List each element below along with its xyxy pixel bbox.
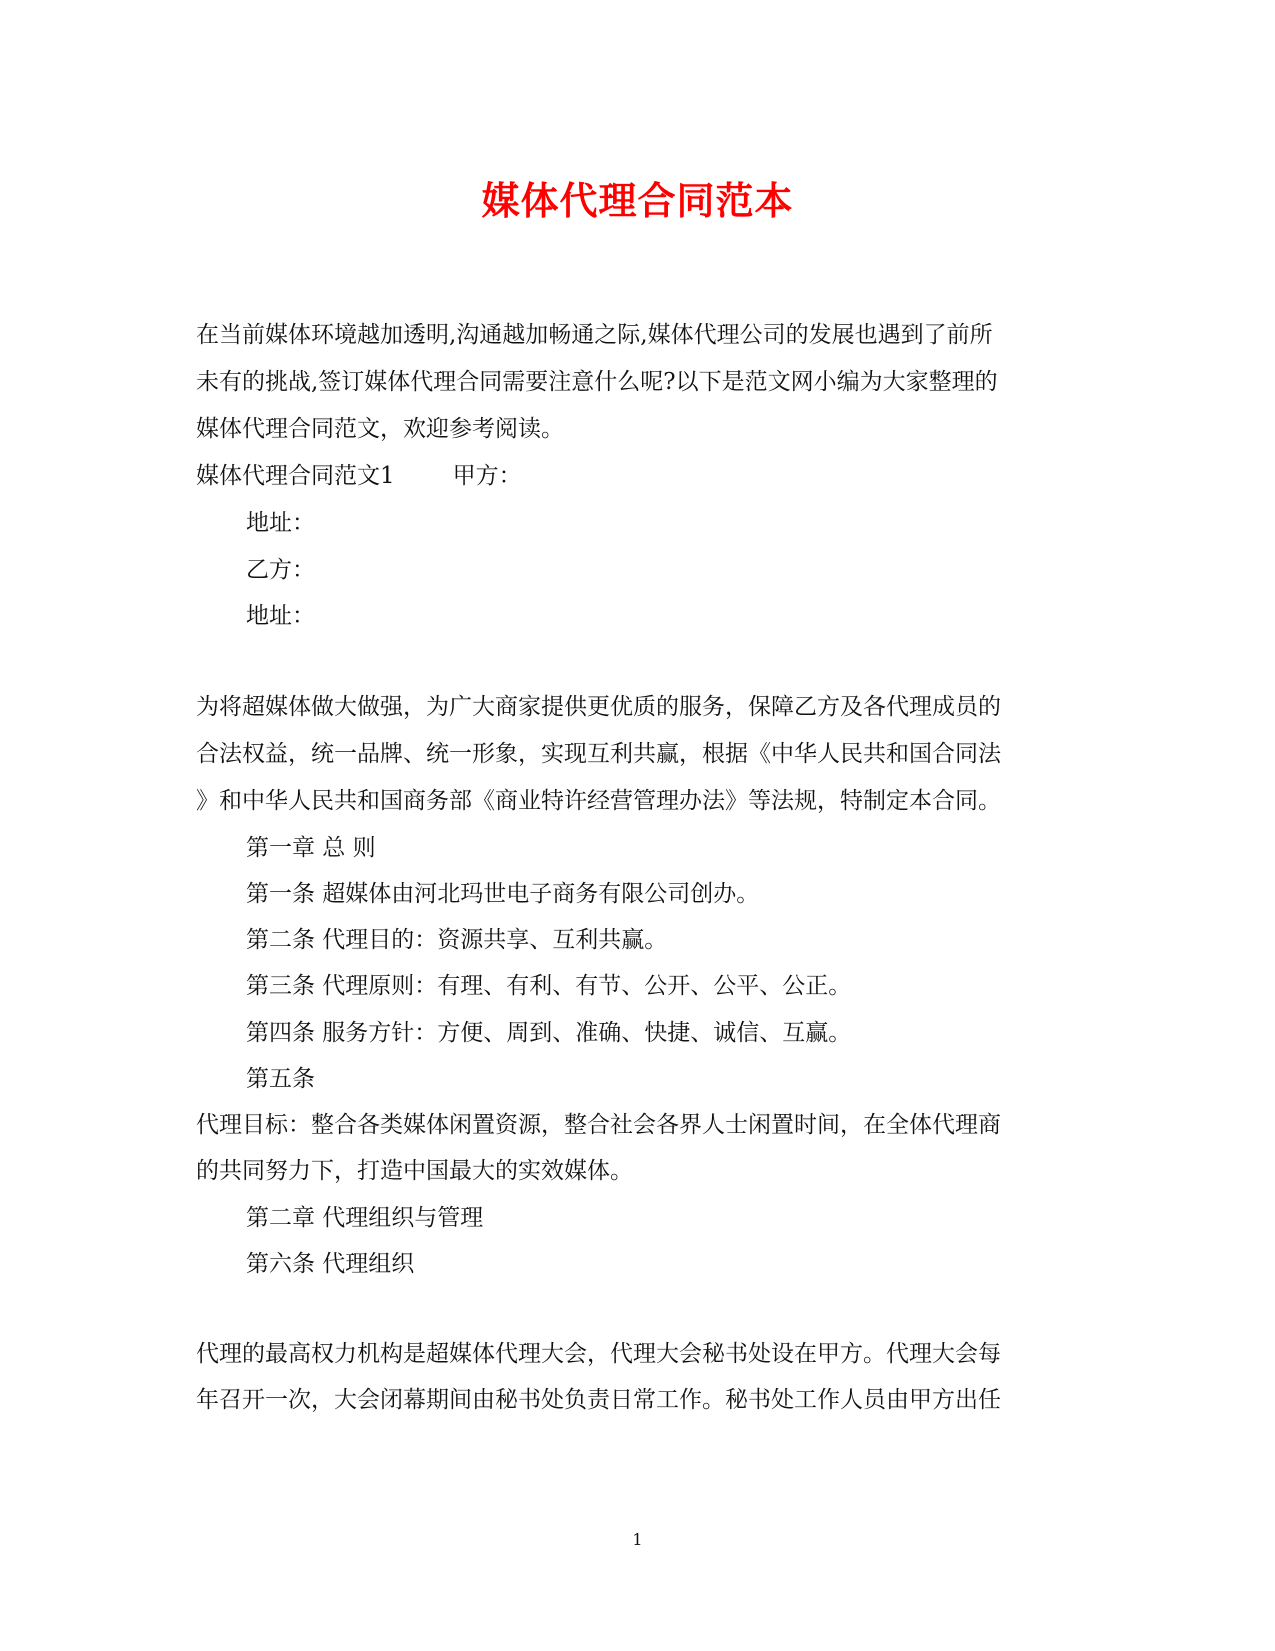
sample-heading: 媒体代理合同范文1 bbox=[196, 463, 395, 489]
chapter-2-heading: 第二章 代理组织与管理 bbox=[246, 1205, 484, 1231]
intro-line-1: 在当前媒体环境越加透明,沟通越加畅通之际,媒体代理公司的发展也遇到了前所 bbox=[196, 322, 993, 348]
preamble-line-3: 》和中华人民共和国商务部《商业特许经营管理办法》等法规，特制定本合同。 bbox=[196, 788, 1001, 814]
chapter-1-heading: 第一章 总 则 bbox=[246, 835, 376, 861]
article-2: 第二条 代理目的：资源共享、互利共赢。 bbox=[246, 927, 668, 953]
party-b-address: 地址： bbox=[246, 603, 315, 629]
page-number: 1 bbox=[632, 1530, 643, 1549]
article-5-line-1: 代理目标：整合各类媒体闲置资源，整合社会各界人士闲置时间，在全体代理商 bbox=[196, 1112, 1001, 1138]
party-a-address: 地址： bbox=[246, 510, 315, 536]
intro-line-3: 媒体代理合同范文，欢迎参考阅读。 bbox=[196, 416, 564, 442]
article-6-line-2: 年召开一次，大会闭幕期间由秘书处负责日常工作。秘书处工作人员由甲方出任 bbox=[196, 1387, 1001, 1413]
sample-heading-row bbox=[196, 461, 522, 491]
intro-line-2: 未有的挑战,签订媒体代理合同需要注意什么呢?以下是范文网小编为大家整理的 bbox=[196, 369, 998, 395]
party-a-label: 甲方： bbox=[452, 463, 522, 489]
document-title: 媒体代理合同范本 bbox=[481, 178, 794, 223]
party-b-label: 乙方： bbox=[246, 557, 315, 583]
preamble-line-1: 为将超媒体做大做强，为广大商家提供更优质的服务，保障乙方及各代理成员的 bbox=[196, 694, 1001, 720]
article-3: 第三条 代理原则：有理、有利、有节、公开、公平、公正。 bbox=[246, 973, 852, 999]
article-5-line-2: 的共同努力下，打造中国最大的实效媒体。 bbox=[196, 1158, 633, 1184]
preamble-line-2: 合法权益，统一品牌、统一形象，实现互利共赢，根据《中华人民共和国合同法 bbox=[196, 741, 1001, 767]
article-1: 第一条 超媒体由河北玛世电子商务有限公司创办。 bbox=[246, 881, 760, 907]
article-4: 第四条 服务方针：方便、周到、准确、快捷、诚信、互赢。 bbox=[246, 1020, 852, 1046]
article-5-heading: 第五条 bbox=[246, 1066, 315, 1092]
article-6-line-1: 代理的最高权力机构是超媒体代理大会，代理大会秘书处设在甲方。代理大会每 bbox=[196, 1341, 1001, 1367]
article-6-heading: 第六条 代理组织 bbox=[246, 1251, 415, 1277]
